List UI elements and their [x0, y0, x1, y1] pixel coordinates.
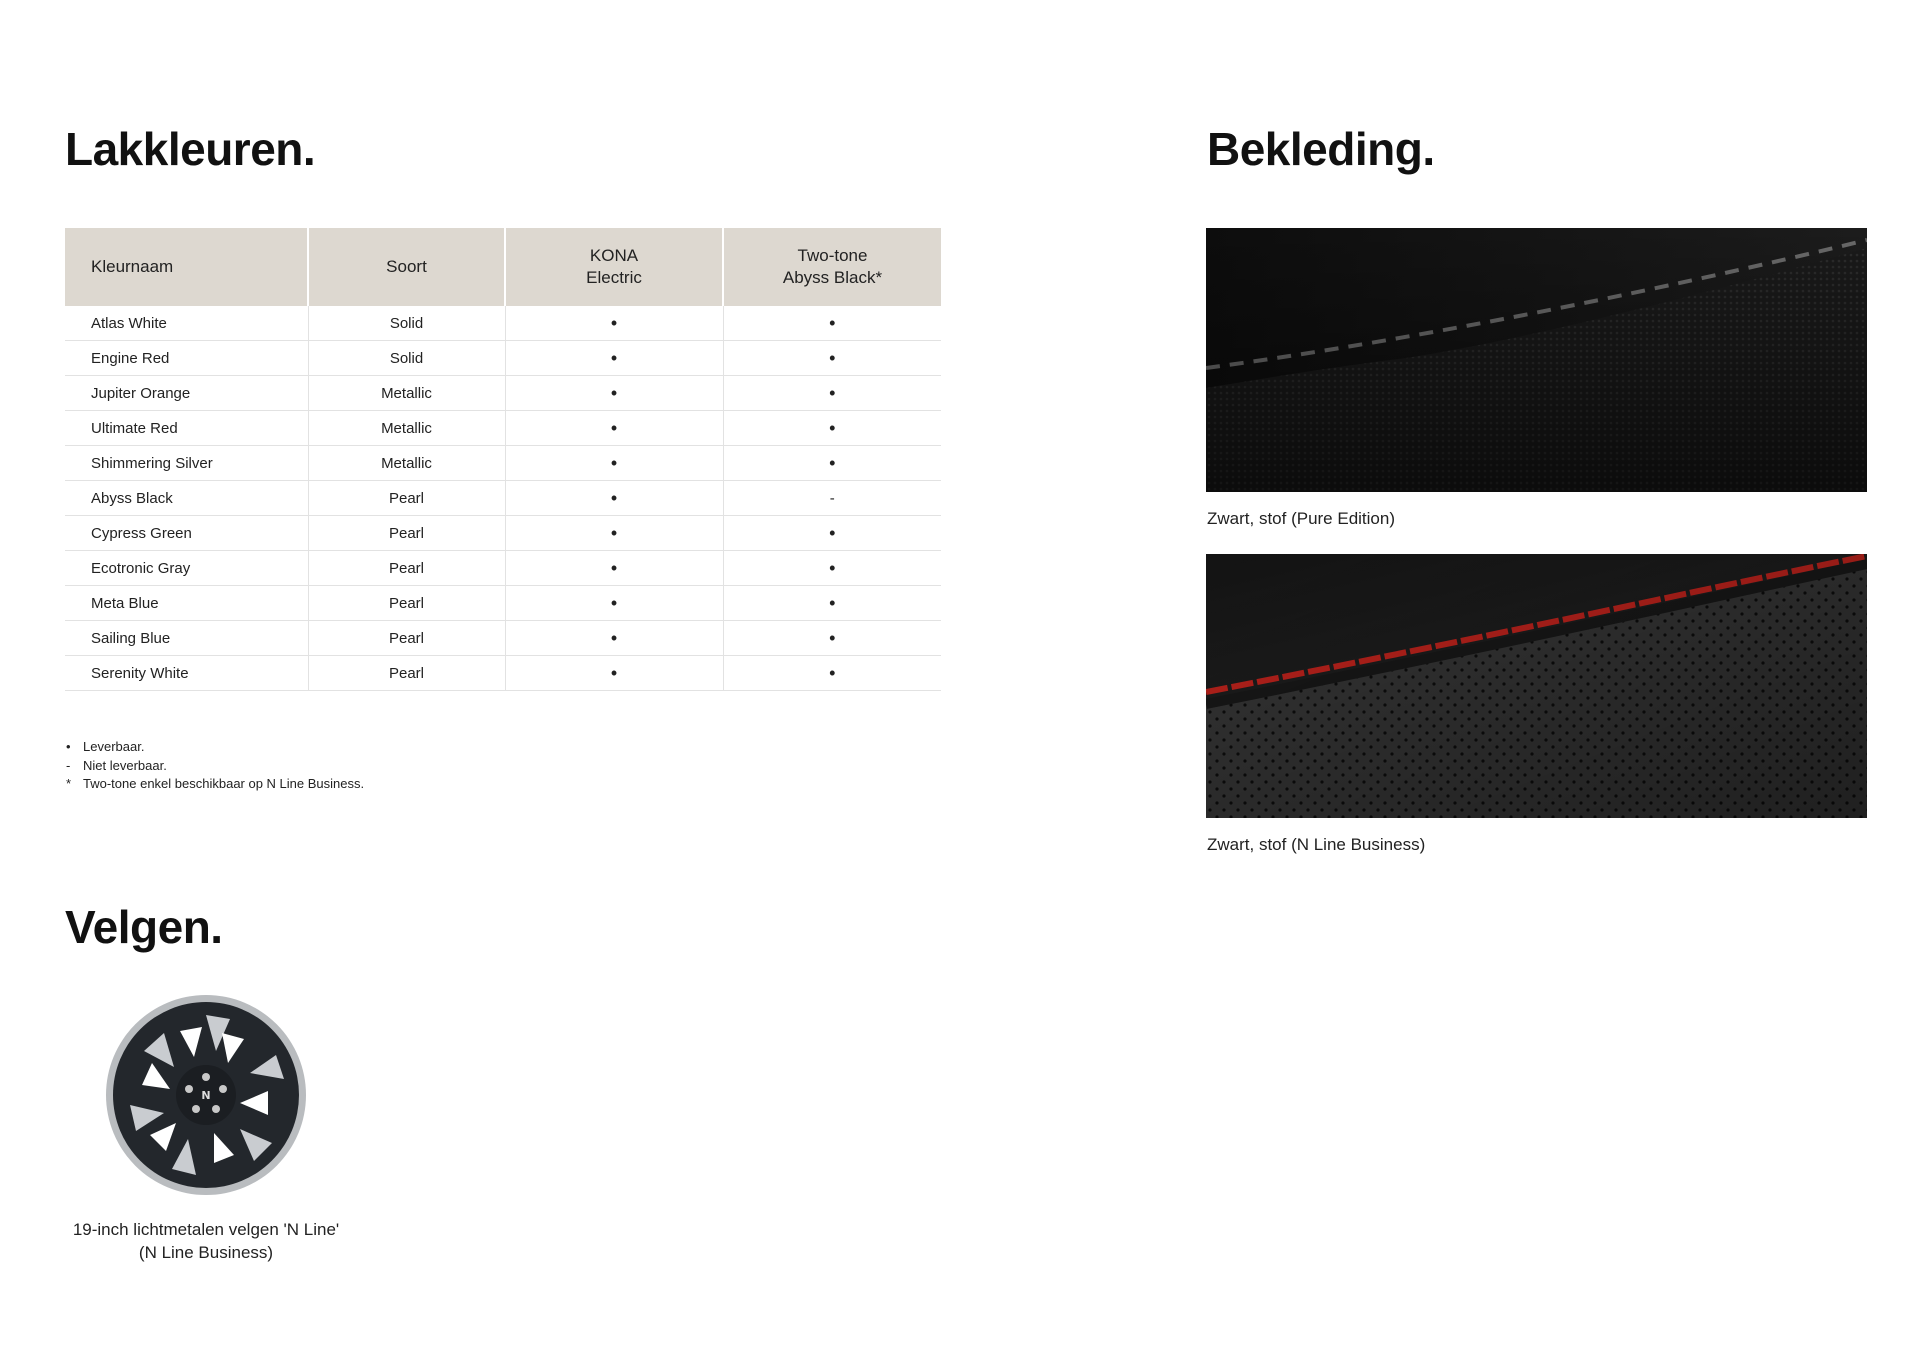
- svg-text:N: N: [201, 1089, 211, 1102]
- table-body: [65, 306, 941, 691]
- legend-text: Leverbaar.: [83, 739, 145, 754]
- table-row: [65, 516, 941, 551]
- cell-color-name: Jupiter Orange: [65, 376, 308, 411]
- cell-kona-electric: •: [505, 586, 723, 621]
- cell-type: Metallic: [308, 376, 505, 411]
- cell-type: Pearl: [308, 621, 505, 656]
- cell-two-tone: •: [723, 516, 941, 551]
- cell-type: Solid: [308, 341, 505, 376]
- legend-item: [66, 738, 364, 757]
- header-color-name: Kleurnaam: [65, 228, 308, 306]
- upholstery-caption-n-line-business: Zwart, stof (N Line Business): [1207, 835, 1426, 854]
- table-row: [65, 551, 941, 586]
- cell-type: Pearl: [308, 656, 505, 691]
- table-row: [65, 446, 941, 481]
- cell-kona-electric: •: [505, 516, 723, 551]
- legend-symbol: *: [66, 776, 72, 791]
- cell-two-tone: •: [723, 306, 941, 341]
- cell-color-name: Ecotronic Gray: [65, 551, 308, 586]
- header-kona-electric: KONA Electric: [505, 228, 723, 306]
- table-row: [65, 621, 941, 656]
- cell-type: Metallic: [308, 446, 505, 481]
- upholstery-caption-pure-edition: Zwart, stof (Pure Edition): [1207, 509, 1396, 528]
- table-row: [65, 656, 941, 691]
- cell-two-tone: •: [723, 376, 941, 411]
- cell-kona-electric: •: [505, 481, 723, 516]
- cell-color-name: Cypress Green: [65, 516, 308, 551]
- cell-kona-electric: •: [505, 551, 723, 586]
- cell-color-name: Atlas White: [65, 306, 308, 341]
- table-row: [65, 341, 941, 376]
- cell-type: Pearl: [308, 481, 505, 516]
- upholstery-image-pure-edition: [1206, 228, 1867, 492]
- cell-type: Pearl: [308, 516, 505, 551]
- cell-kona-electric: •: [505, 621, 723, 656]
- table-row: [65, 376, 941, 411]
- cell-type: Pearl: [308, 551, 505, 586]
- upholstery-image-n-line-business: [1206, 554, 1867, 818]
- table-row: [65, 481, 941, 516]
- cell-two-tone: •: [723, 551, 941, 586]
- cell-color-name: Shimmering Silver: [65, 446, 308, 481]
- wheels-title: Velgen.: [65, 901, 223, 953]
- cell-color-name: Ultimate Red: [65, 411, 308, 446]
- cell-color-name: Sailing Blue: [65, 621, 308, 656]
- cell-two-tone: •: [723, 411, 941, 446]
- cell-kona-electric: •: [505, 376, 723, 411]
- wheel-caption-line2: (N Line Business): [138, 1243, 274, 1262]
- cell-two-tone: •: [723, 341, 941, 376]
- cell-two-tone: •: [723, 656, 941, 691]
- cell-two-tone: •: [723, 621, 941, 656]
- cell-type: Metallic: [308, 411, 505, 446]
- cell-two-tone: •: [723, 586, 941, 621]
- cell-color-name: Abyss Black: [65, 481, 308, 516]
- header-two-tone: Two-tone Abyss Black*: [723, 228, 941, 306]
- legend-item: [66, 757, 364, 776]
- cell-color-name: Engine Red: [65, 341, 308, 376]
- cell-two-tone: •: [723, 446, 941, 481]
- cell-two-tone: -: [723, 481, 941, 516]
- legend-text: Two-tone enkel beschikbaar op N Line Business.: [83, 776, 365, 791]
- legend: [66, 738, 364, 794]
- wheel-caption: [40, 1218, 372, 1264]
- paint-colors-title: Lakkleuren.: [65, 123, 316, 175]
- cell-color-name: Meta Blue: [65, 586, 308, 621]
- table-row: [65, 411, 941, 446]
- legend-text: Niet leverbaar.: [83, 757, 167, 773]
- cell-kona-electric: •: [505, 656, 723, 691]
- table-row: [65, 306, 941, 341]
- cell-type: Solid: [308, 306, 505, 341]
- legend-item: [66, 775, 364, 794]
- table-header-row: [65, 228, 941, 306]
- cell-color-name: Serenity White: [65, 656, 308, 691]
- table-row: [65, 586, 941, 621]
- cell-kona-electric: •: [505, 411, 723, 446]
- wheel-caption-line1: 19-inch lichtmetalen velgen 'N Line': [72, 1220, 340, 1239]
- cell-kona-electric: •: [505, 341, 723, 376]
- legend-symbol: -: [66, 757, 71, 773]
- wheel-image: [104, 993, 308, 1197]
- cell-kona-electric: •: [505, 446, 723, 481]
- paint-colors-table: [65, 228, 941, 691]
- cell-kona-electric: •: [505, 306, 723, 341]
- upholstery-title: Bekleding.: [1207, 123, 1435, 175]
- legend-symbol: •: [66, 739, 71, 754]
- header-type: Soort: [308, 228, 505, 306]
- cell-type: Pearl: [308, 586, 505, 621]
